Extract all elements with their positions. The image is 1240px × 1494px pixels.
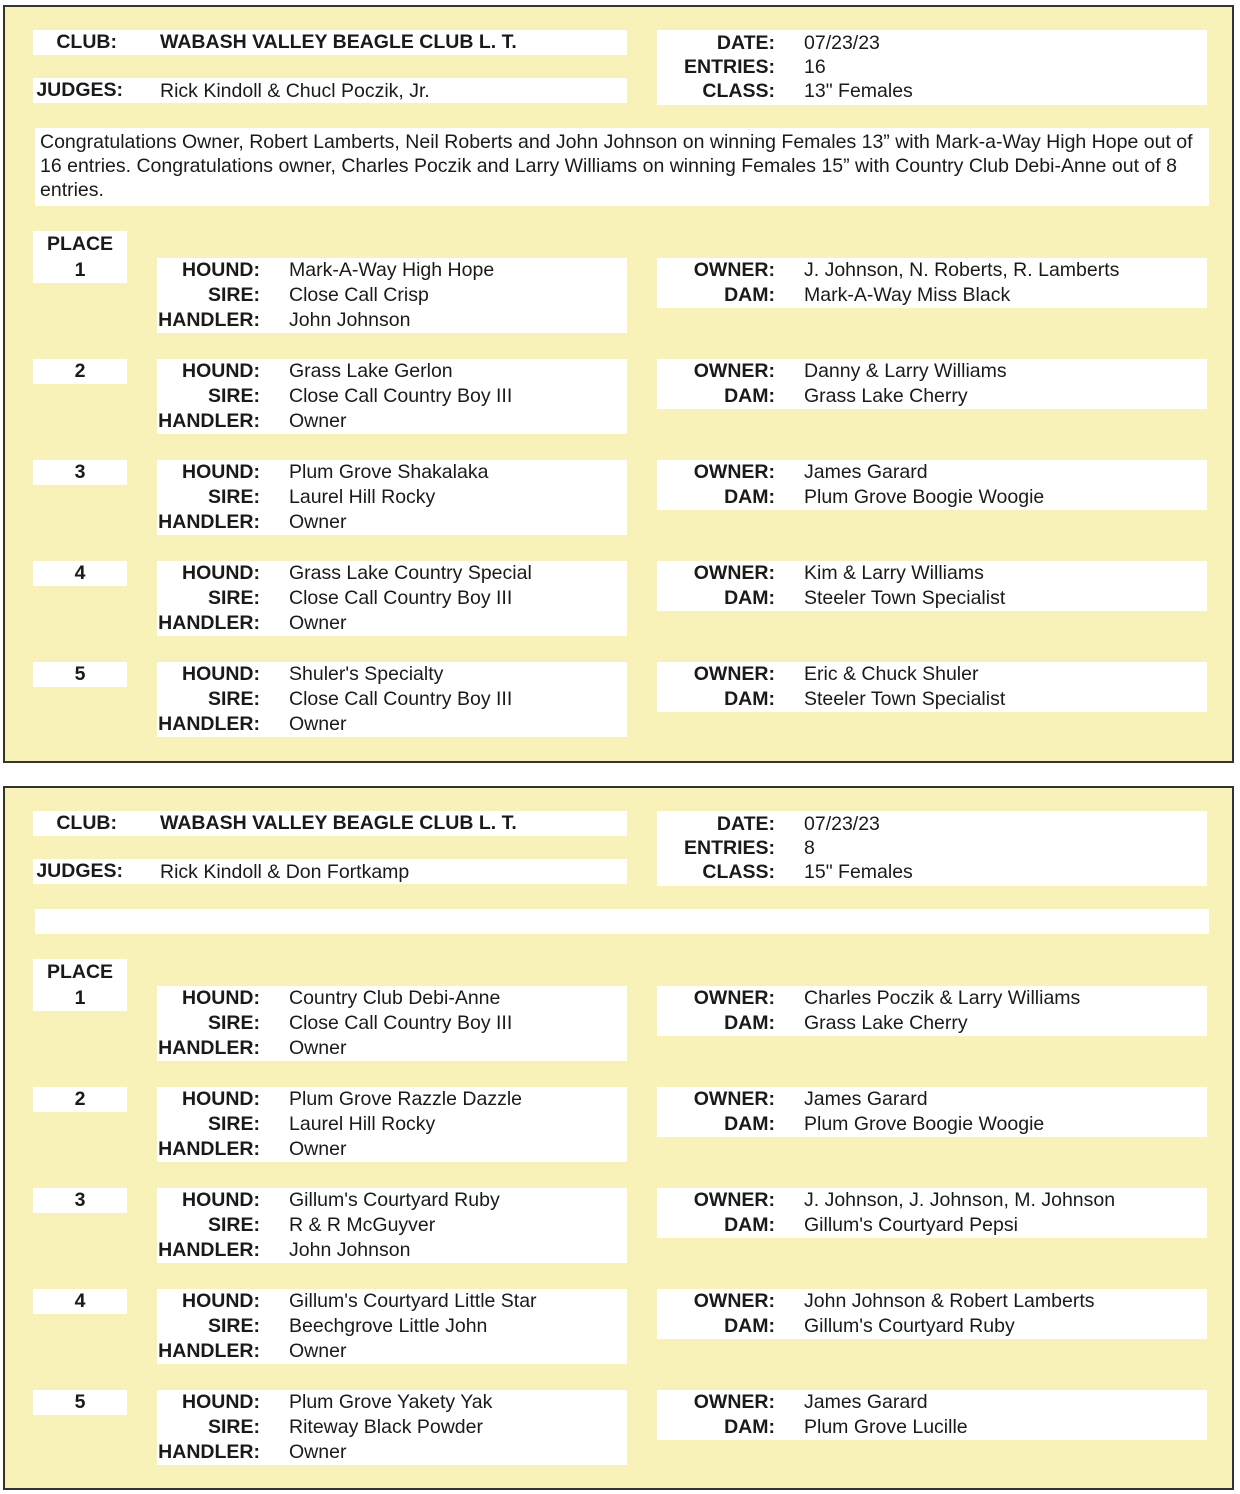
place-number: 4 [74, 562, 86, 584]
sire-label: SIRE: [207, 587, 260, 609]
dam-value: Plum Grove Boogie Woogie [804, 486, 1045, 508]
judges-value: Rick Kindoll & Chucl Poczik, Jr. [160, 80, 430, 102]
class-value: 13" Females [804, 80, 913, 102]
hound-label: HOUND: [182, 1189, 260, 1211]
handler-label: HANDLER: [158, 1138, 260, 1160]
owner-value: Eric & Chuck Shuler [804, 663, 979, 685]
entries-value: 8 [804, 837, 815, 859]
hound-value: Plum Grove Razzle Dazzle [289, 1088, 522, 1110]
hound-value: Gillum's Courtyard Little Star [289, 1290, 537, 1312]
hound-label: HOUND: [182, 1290, 260, 1312]
sire-value: Close Call Country Boy III [289, 587, 513, 609]
dam-label: DAM: [724, 486, 775, 508]
dam-value: Gillum's Courtyard Pepsi [804, 1214, 1018, 1236]
date-value: 07/23/23 [804, 32, 880, 54]
dam-label: DAM: [724, 1012, 775, 1034]
sire-label: SIRE: [207, 385, 260, 407]
sire-value: Close Call Country Boy III [289, 688, 513, 710]
date-label: DATE: [716, 813, 775, 835]
owner-label: OWNER: [693, 259, 775, 281]
sire-value: Laurel Hill Rocky [289, 1113, 436, 1135]
hound-label: HOUND: [182, 259, 260, 281]
place-number: 5 [74, 663, 86, 685]
date-label: DATE: [716, 32, 775, 54]
hound-value: Plum Grove Shakalaka [289, 461, 489, 483]
sire-label: SIRE: [207, 284, 260, 306]
handler-value: Owner [289, 713, 347, 735]
sire-label: SIRE: [207, 1214, 260, 1236]
dam-label: DAM: [724, 1315, 775, 1337]
entries-label: ENTRIES: [683, 56, 775, 78]
place-number: 3 [74, 1189, 86, 1211]
handler-value: Owner [289, 1441, 347, 1463]
sire-value: Close Call Country Boy III [289, 385, 513, 407]
handler-label: HANDLER: [158, 1037, 260, 1059]
club-label: CLUB: [56, 31, 117, 53]
judges-label: JUDGES: [36, 79, 123, 101]
hound-value: Grass Lake Gerlon [289, 360, 453, 382]
dam-value: Plum Grove Lucille [804, 1416, 968, 1438]
handler-value: Owner [289, 511, 347, 533]
dam-value: Mark-A-Way Miss Black [804, 284, 1011, 306]
sire-value: Laurel Hill Rocky [289, 486, 436, 508]
place-number: 2 [74, 360, 86, 382]
sire-label: SIRE: [207, 1315, 260, 1337]
date-value: 07/23/23 [804, 813, 880, 835]
sire-value: Beechgrove Little John [289, 1315, 488, 1337]
sire-label: SIRE: [207, 1012, 260, 1034]
handler-value: John Johnson [289, 1239, 411, 1261]
place-number: 4 [74, 1290, 86, 1312]
place-header: PLACE [46, 961, 114, 983]
dam-value: Steeler Town Specialist [804, 587, 1006, 609]
hound-value: Mark-A-Way High Hope [289, 259, 495, 281]
sire-value: Close Call Country Boy III [289, 1012, 513, 1034]
hound-label: HOUND: [182, 1391, 260, 1413]
owner-value: James Garard [804, 1391, 928, 1413]
sire-label: SIRE: [207, 486, 260, 508]
place-number: 5 [74, 1391, 86, 1413]
hound-label: HOUND: [182, 1088, 260, 1110]
handler-value: Owner [289, 1138, 347, 1160]
handler-value: Owner [289, 1037, 347, 1059]
hound-label: HOUND: [182, 987, 260, 1009]
hound-value: Grass Lake Country Special [289, 562, 532, 584]
hound-value: Plum Grove Yakety Yak [289, 1391, 493, 1413]
hound-value: Shuler's Specialty [289, 663, 444, 685]
entries-value: 16 [804, 56, 826, 78]
class-value: 15" Females [804, 861, 913, 883]
place-number: 3 [74, 461, 86, 483]
dam-value: Grass Lake Cherry [804, 385, 968, 407]
owner-label: OWNER: [693, 562, 775, 584]
sire-label: SIRE: [207, 688, 260, 710]
hound-label: HOUND: [182, 461, 260, 483]
place-number: 1 [74, 259, 86, 281]
handler-label: HANDLER: [158, 410, 260, 432]
owner-label: OWNER: [693, 987, 775, 1009]
owner-value: James Garard [804, 1088, 928, 1110]
club-name: WABASH VALLEY BEAGLE CLUB L. T. [160, 812, 517, 834]
congratulations-text [35, 909, 1209, 934]
owner-value: J. Johnson, N. Roberts, R. Lamberts [804, 259, 1120, 281]
judges-label: JUDGES: [36, 860, 123, 882]
owner-value: Kim & Larry Williams [804, 562, 984, 584]
dam-label: DAM: [724, 1416, 775, 1438]
entries-label: ENTRIES: [683, 837, 775, 859]
owner-value: John Johnson & Robert Lamberts [804, 1290, 1095, 1312]
hound-label: HOUND: [182, 663, 260, 685]
results-panel [3, 786, 1234, 1490]
place-number: 2 [74, 1088, 86, 1110]
handler-label: HANDLER: [158, 1239, 260, 1261]
owner-label: OWNER: [693, 663, 775, 685]
dam-value: Grass Lake Cherry [804, 1012, 968, 1034]
dam-label: DAM: [724, 284, 775, 306]
dam-label: DAM: [724, 688, 775, 710]
dam-value: Steeler Town Specialist [804, 688, 1006, 710]
dam-label: DAM: [724, 385, 775, 407]
sire-label: SIRE: [207, 1416, 260, 1438]
place-header: PLACE [46, 233, 114, 255]
handler-label: HANDLER: [158, 1441, 260, 1463]
sire-value: Riteway Black Powder [289, 1416, 483, 1438]
dam-value: Gillum's Courtyard Ruby [804, 1315, 1015, 1337]
handler-value: Owner [289, 1340, 347, 1362]
congratulations-text: Congratulations Owner, Robert Lamberts, Neil Roberts and John Johnson on winning Females 13” with Mark-a-Way High Hope out of 16 entries. Congratulations owner, Charles Poczik and Larry Williams on winning Females 15” with Country Club Debi-Anne out of 8 entries. [35, 128, 1209, 206]
owner-label: OWNER: [693, 1391, 775, 1413]
owner-label: OWNER: [693, 461, 775, 483]
hound-label: HOUND: [182, 562, 260, 584]
owner-label: OWNER: [693, 1290, 775, 1312]
dam-label: DAM: [724, 1214, 775, 1236]
class-label: CLASS: [702, 80, 775, 102]
sire-value: R & R McGuyver [289, 1214, 436, 1236]
owner-label: OWNER: [693, 1189, 775, 1211]
results-panel [3, 5, 1234, 763]
handler-label: HANDLER: [158, 1340, 260, 1362]
hound-value: Country Club Debi-Anne [289, 987, 501, 1009]
owner-value: Danny & Larry Williams [804, 360, 1007, 382]
club-label: CLUB: [56, 812, 117, 834]
owner-value: J. Johnson, J. Johnson, M. Johnson [804, 1189, 1116, 1211]
hound-label: HOUND: [182, 360, 260, 382]
handler-value: Owner [289, 612, 347, 634]
handler-value: Owner [289, 410, 347, 432]
owner-label: OWNER: [693, 360, 775, 382]
sire-value: Close Call Crisp [289, 284, 429, 306]
owner-value: Charles Poczik & Larry Williams [804, 987, 1081, 1009]
dam-label: DAM: [724, 587, 775, 609]
handler-label: HANDLER: [158, 713, 260, 735]
club-name: WABASH VALLEY BEAGLE CLUB L. T. [160, 31, 517, 53]
hound-value: Gillum's Courtyard Ruby [289, 1189, 500, 1211]
handler-label: HANDLER: [158, 309, 260, 331]
handler-value: John Johnson [289, 309, 411, 331]
judges-value: Rick Kindoll & Don Fortkamp [160, 861, 410, 883]
dam-label: DAM: [724, 1113, 775, 1135]
owner-label: OWNER: [693, 1088, 775, 1110]
owner-value: James Garard [804, 461, 928, 483]
dam-value: Plum Grove Boogie Woogie [804, 1113, 1045, 1135]
handler-label: HANDLER: [158, 612, 260, 634]
handler-label: HANDLER: [158, 511, 260, 533]
sire-label: SIRE: [207, 1113, 260, 1135]
class-label: CLASS: [702, 861, 775, 883]
place-number: 1 [74, 987, 86, 1009]
